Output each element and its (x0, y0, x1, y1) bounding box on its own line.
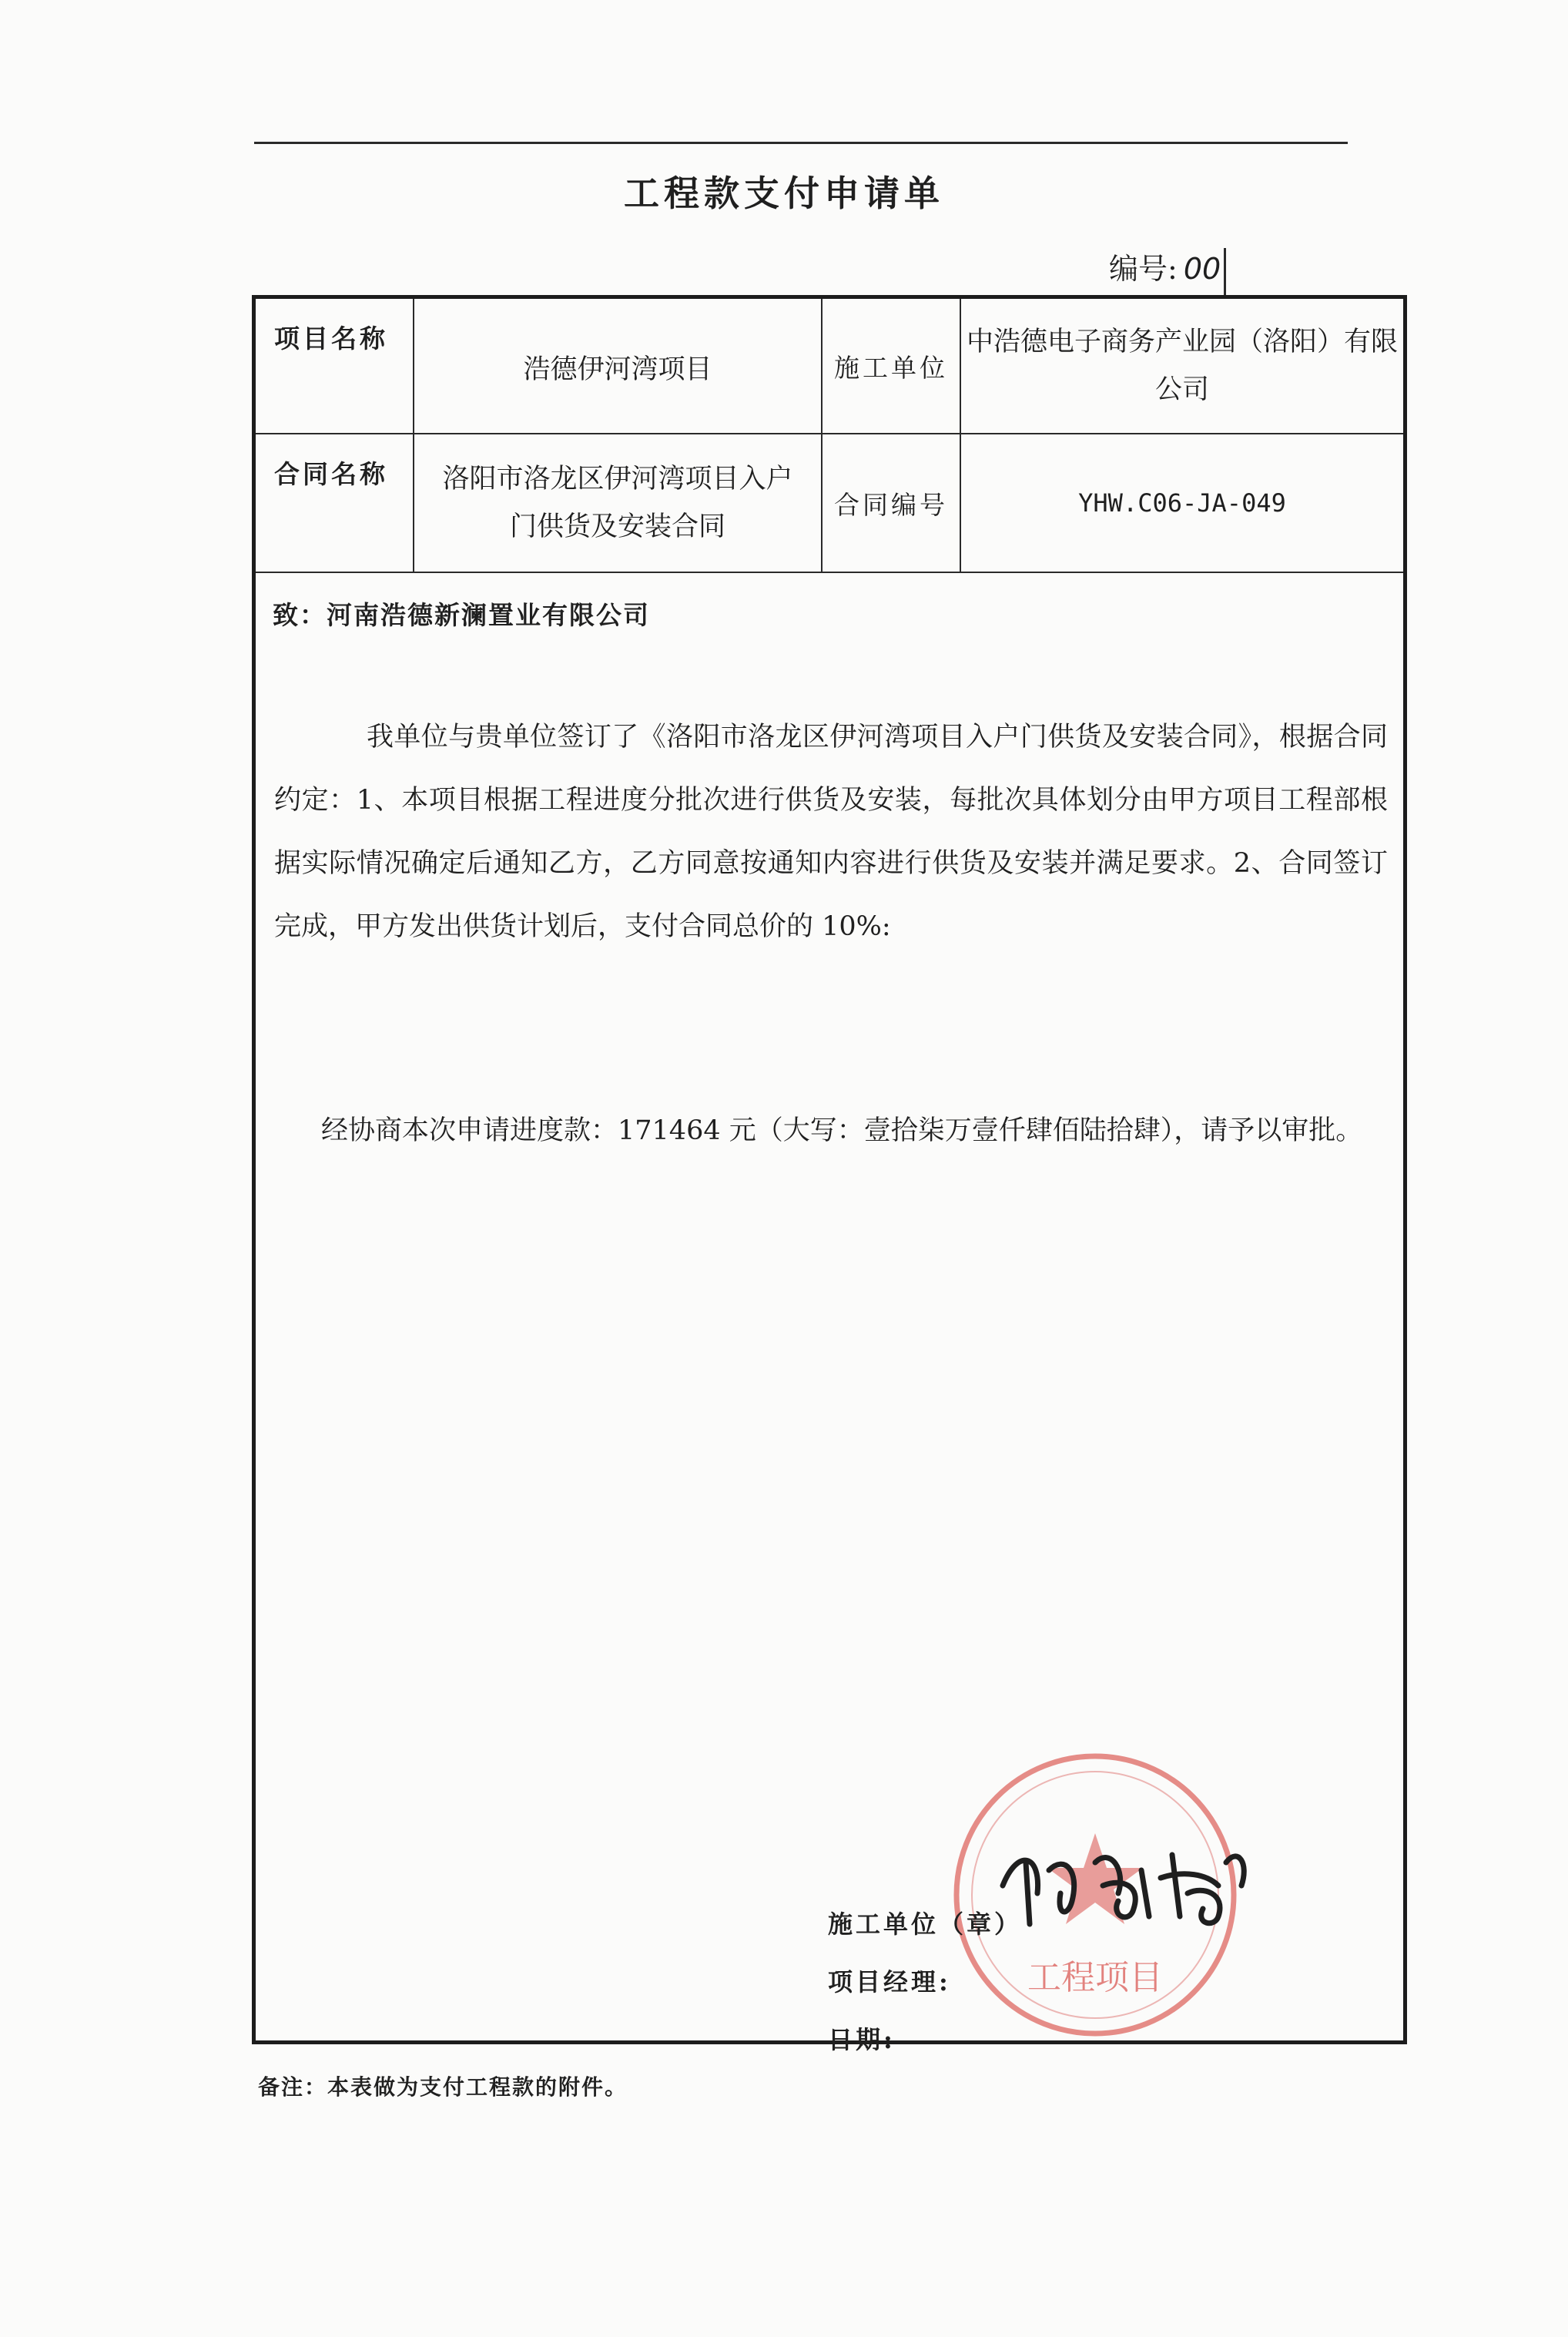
footnote: 备注：本表做为支付工程款的附件。 (258, 2074, 628, 2100)
contract-name-label: 合同名称 (256, 434, 414, 573)
serial-number (1109, 245, 1226, 296)
letter-body: 我单位与贵单位签订了《洛阳市洛龙区伊河湾项目入户门供货及安装合同》，根据合同约定：1、本项目根据工程进度分批次进行供货及安装，每批次具体划分由甲方项目工程部根据实际情况确定后通知乙方，乙方同意按通知内容进行供货及安装并满足要求。2、合同签订完成，甲方发出供货计划后，支付合同总价的 10%: (274, 722, 1388, 942)
project-name-value: 浩德伊河湾项目 (414, 299, 823, 434)
contractor-seal-label: 施工单位（章） (828, 1910, 1023, 1939)
contractor-value (961, 299, 1403, 434)
serial-value: 00 (1183, 252, 1221, 286)
contract-name-line-2: 门供货及安装合同 (509, 511, 725, 542)
contractor-line-2: 公司 (1154, 374, 1209, 405)
contract-no-label: 合同编号 (823, 434, 961, 573)
project-name-label: 项目名称 (256, 299, 414, 434)
manager-signature (995, 1801, 1257, 1955)
contractor-line-1: 中浩德电子商务产业园（洛阳）有限 (966, 327, 1398, 357)
addressee: 致：河南浩德新澜置业有限公司 (273, 600, 650, 630)
contract-name-line-1: 洛阳市洛龙区伊河湾项目入户 (442, 464, 793, 495)
application-statement: 经协商本次申请进度款：171464 元（大写：壹拾柒万壹仟肆佰陆拾肆），请予以审批。 (321, 1115, 1363, 1146)
serial-label: 编号: (1109, 252, 1178, 286)
page-title: 工程款支付申请单 (624, 173, 944, 214)
top-rule (254, 142, 1348, 144)
form-frame (252, 295, 1407, 2054)
date-label: 日期: (828, 2025, 896, 2054)
contract-no-value: YHW.C06-JA-049 (961, 434, 1403, 573)
contractor-label: 施工单位 (823, 299, 961, 434)
serial-stroke (1224, 248, 1226, 296)
contract-name-value (414, 434, 823, 573)
seal-text: 工程项目 (1027, 1958, 1163, 1997)
project-manager-label: 项目经理: (828, 1967, 951, 1997)
